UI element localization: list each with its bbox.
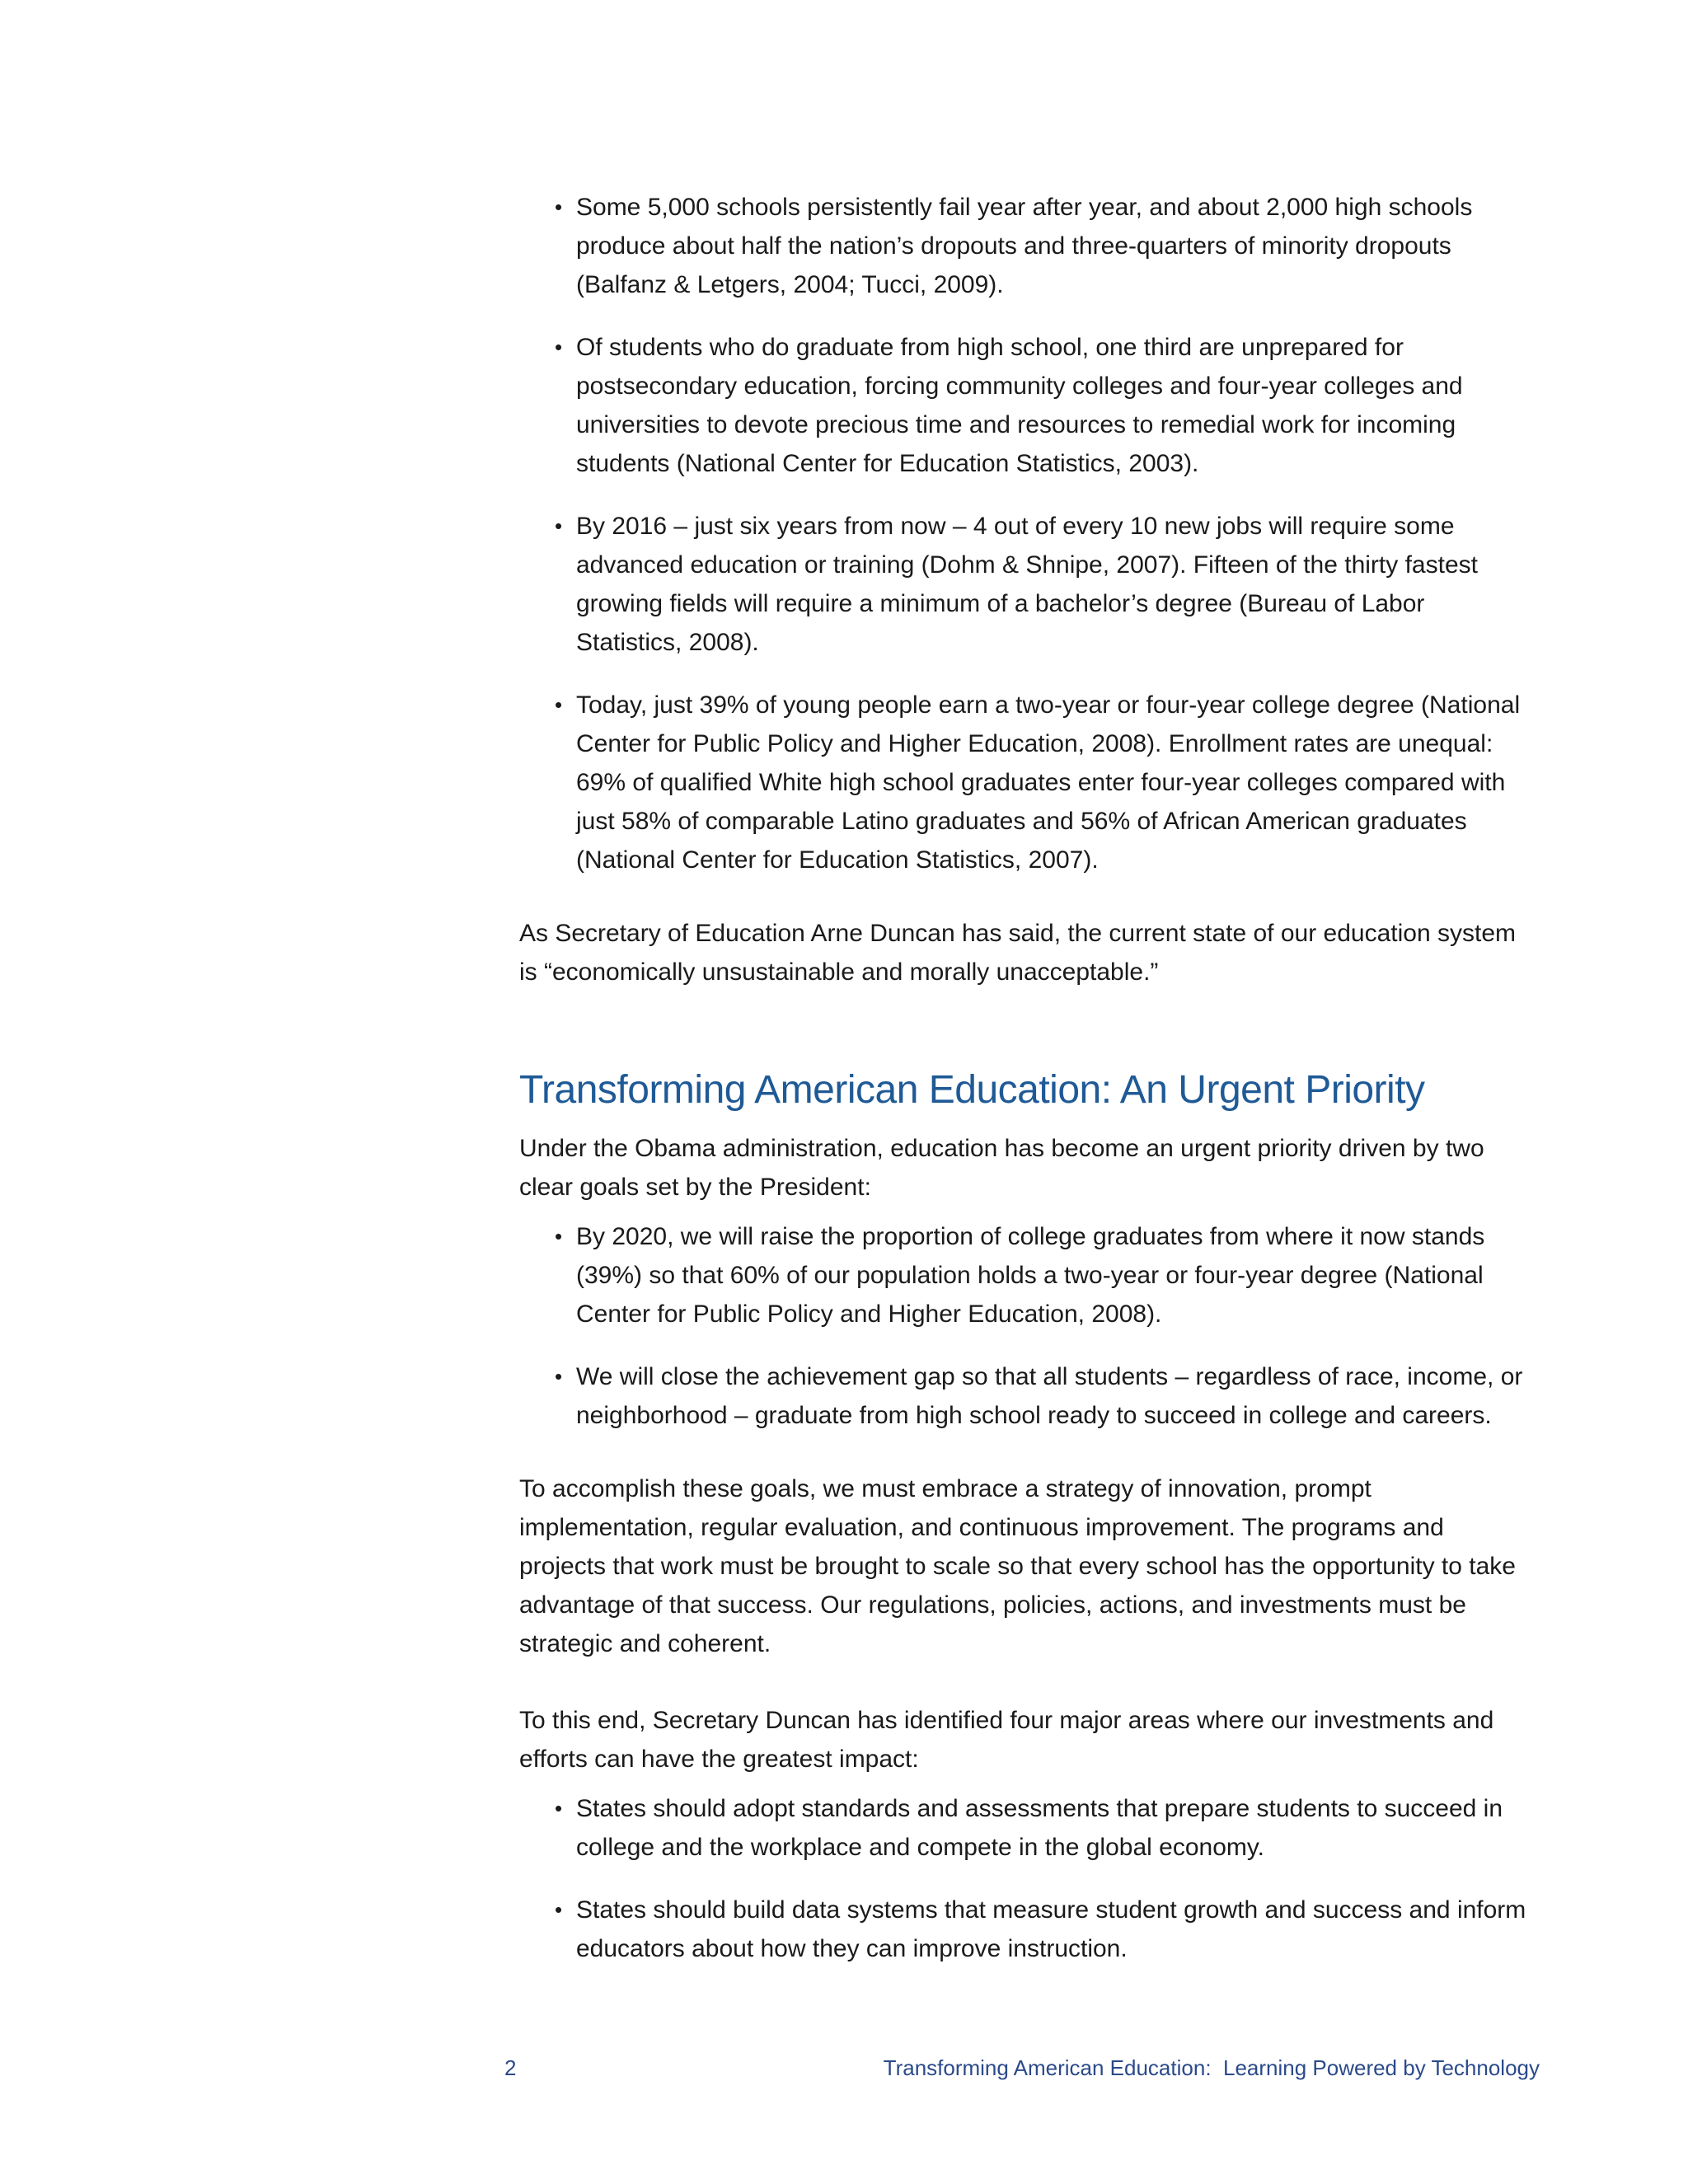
section-heading: Transforming American Education: An Urgent Priority [519,1068,1425,1112]
page-body [519,188,1533,1992]
page-footer [0,2055,1688,2088]
section-intro-paragraph: Under the Obama administration, education has become an urgent priority driven by two clear goals set by the President: [519,1135,1484,1201]
strategy-paragraph: To accomplish these goals, we must embrace a strategy of innovation, prompt implementation, regular evaluation, and continuous improvement. The programs and projects that work must be brought to scale so that every school has the opportunity to take advantage of that success. Our regulations, policies, actions, and investments must be strategic and coherent. [519,1475,1516,1657]
duncan-quote-paragraph: As Secretary of Education Arne Duncan has said, the current state of our education system is “economically unsustainable and morally unacceptable.” [519,920,1516,986]
list-item: • We will close the achievement gap so that all students – regardless of race, income, or neighborhood – graduate from high school ready to succeed in college and careers. [519,1357,1533,1435]
areas-intro-paragraph: To this end, Secretary Duncan has identified four major areas where our investments and efforts can have the greatest impact: [519,1707,1494,1773]
list-item: • Some 5,000 schools persistently fail year after year, and about 2,000 high schools produce about half the nation’s dropouts and three-quarters of minority dropouts (Balfanz & Letgers, 2004; Tucci, 2009). [519,188,1533,304]
list-item: • Of students who do graduate from high school, one third are unprepared for postsecondary education, forcing community colleges and four-year colleges and universities to devote precious time and resources to remedial work for incoming students (National Center for Education Statistics, 2003). [519,328,1533,483]
areas-bullet-list [519,1789,1533,1968]
goals-bullet-list [519,1217,1533,1435]
list-item: • Today, just 39% of young people earn a two-year or four-year college degree (National Center for Public Policy and Higher Education, 2008). Enrollment rates are unequal: 69% of qualified White high school graduates enter four-year colleges compared with just 58% of comparable Latino graduates and 56% of African American graduates (National Center for Education Statistics, 2007). [519,686,1533,879]
list-item: • States should build data systems that measure student growth and success and inform educators about how they can improve instruction. [519,1891,1533,1968]
list-item: • By 2016 – just six years from now – 4 out of every 10 new jobs will require some advanced education or training (Dohm & Shnipe, 2007). Fifteen of the thirty fastest growing fields will require a minimum of a bachelor’s degree (Bureau of Labor Statistics, 2008). [519,507,1533,662]
list-item: • By 2020, we will raise the proportion of college graduates from where it now stands (39%) so that 60% of our population holds a two-year or four-year degree (National Center for Public Policy and Higher Education, 2008). [519,1217,1533,1333]
statistics-bullet-list [519,188,1533,879]
running-title: Transforming American Education: Learning Powered by Technology [883,2055,1540,2080]
page-number: 2 [504,2055,517,2080]
list-item: • States should adopt standards and assessments that prepare students to succeed in college and the workplace and compete in the global economy. [519,1789,1533,1867]
